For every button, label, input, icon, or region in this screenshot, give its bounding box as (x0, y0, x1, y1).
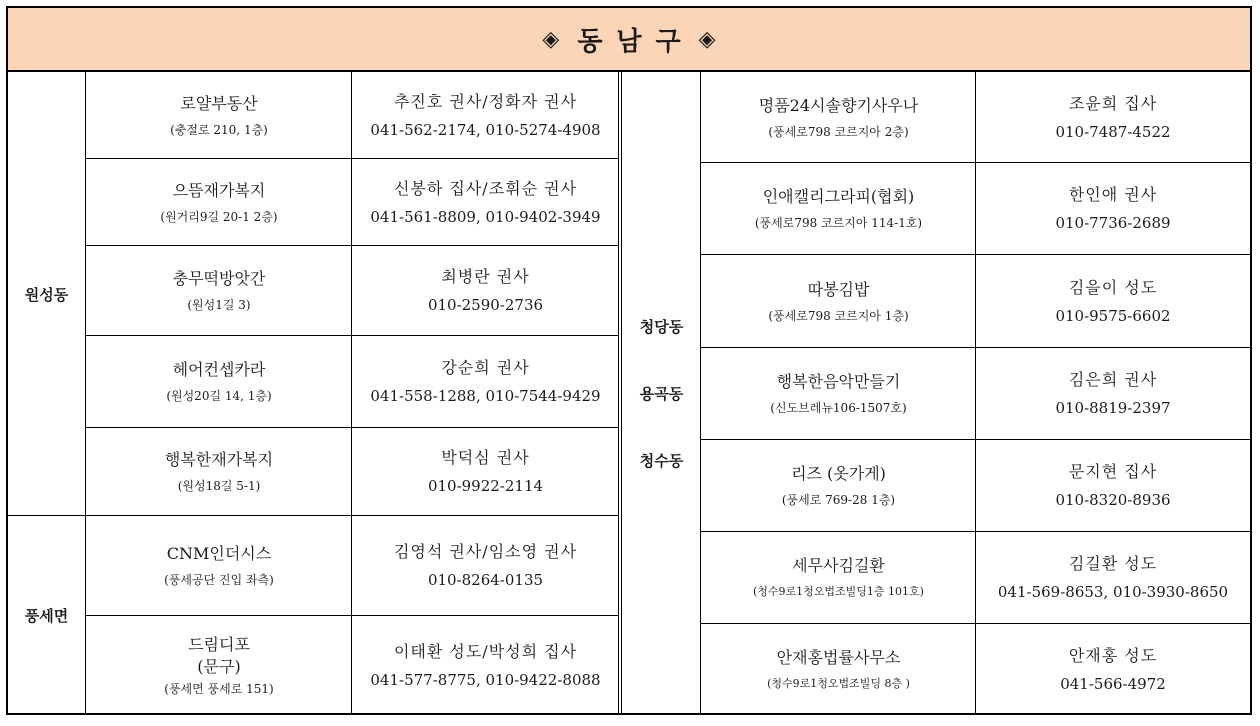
business-name: 세무사김길환 (792, 556, 885, 575)
business-cell (86, 336, 352, 428)
business-name: 행복한음악만들기 (776, 372, 901, 391)
grid-line (975, 72, 976, 715)
grid-line (85, 72, 86, 715)
business-address: (원성20길 14, 1층) (166, 389, 272, 403)
grid-line (8, 515, 619, 516)
business-cell (701, 255, 976, 348)
business-cell (86, 246, 352, 336)
grid-line (701, 347, 1250, 348)
area-name: 풍세면 (24, 607, 69, 625)
business-cell (701, 72, 976, 163)
grid-line (700, 72, 701, 715)
business-address: (풍세로798 코르지아 1층) (768, 308, 909, 323)
contact-name: 김을이 성도 (1068, 277, 1158, 297)
contact-phone: 041-558-1288, 010-7544-9429 (370, 387, 601, 405)
business-address: (풍세로798 코르지아 114-1호) (754, 216, 923, 230)
business-address: (원성1길 3) (187, 298, 251, 312)
area-label (8, 72, 85, 516)
business-cell (86, 159, 352, 246)
grid-line (86, 335, 619, 336)
business-name: 명품24시솔향기사우나 (758, 95, 919, 115)
area-label (8, 516, 85, 715)
contact-phone: 010-7736-2689 (1055, 214, 1171, 232)
business-name: 드림디포 (188, 634, 250, 654)
business-cell (701, 440, 976, 532)
business-name: 리즈 (옷가게) (791, 464, 886, 483)
business-cell (86, 428, 352, 516)
contact-name: 김은희 권사 (1068, 370, 1158, 389)
contact-phone: 041-566-4972 (1060, 674, 1166, 693)
contact-name: 강순희 권사 (441, 358, 530, 377)
business-name: 안재홍법률사무소 (776, 647, 901, 667)
contact-name: 한인애 권사 (1068, 185, 1158, 204)
area-name: 원성동 (24, 285, 69, 304)
area-name: 청수동 (639, 452, 684, 470)
business-address: (신도브레뉴106-1507호) (770, 401, 907, 415)
contact-phone: 010-9575-6602 (1055, 306, 1171, 325)
grid-line (351, 72, 352, 715)
business-cell (86, 616, 352, 715)
business-cell (701, 624, 976, 715)
grid-line (701, 623, 1250, 624)
business-address: (충절로 210, 1층) (170, 122, 268, 137)
contact-cell (976, 255, 1250, 348)
business-name: 행복한재가복지 (164, 450, 274, 469)
contact-cell (976, 440, 1250, 532)
contact-name: 신봉하 집사/조휘순 권사 (393, 178, 578, 198)
contact-cell (976, 72, 1250, 163)
contact-name: 안재홍 성도 (1068, 645, 1158, 665)
grid-line (618, 72, 619, 715)
business-name: 으뜸재가복지 (172, 180, 266, 200)
contact-cell (352, 428, 619, 516)
business-address: (풍세면 풍세로 151) (164, 681, 274, 696)
contact-name: 최병란 권사 (441, 267, 530, 286)
business-address: (원거리9길 20-1 2층) (160, 209, 278, 224)
business-name: 로얄부동산 (180, 93, 258, 113)
contact-phone: 010-2590-2736 (427, 296, 544, 314)
contact-name: 김영석 권사/임소영 권사 (393, 542, 578, 561)
contact-name: 김길환 성도 (1068, 554, 1158, 573)
contact-cell (976, 532, 1250, 624)
contact-cell (352, 336, 619, 428)
contact-phone: 010-9922-2114 (427, 477, 544, 495)
grid-line (701, 162, 1250, 163)
business-cell (701, 163, 976, 255)
grid-line (86, 245, 619, 246)
contact-cell (352, 616, 619, 715)
contact-name: 추진호 권사/정화자 권사 (393, 91, 578, 111)
business-address: (풍세공단 진입 좌측) (164, 573, 274, 587)
contact-phone: 010-8264-0135 (427, 571, 544, 589)
grid-line (86, 427, 619, 428)
directory-table (6, 6, 1252, 715)
district-title: 동남구 (577, 26, 695, 57)
contact-name: 이태환 성도/박성희 집사 (393, 641, 578, 661)
section-title (8, 8, 1250, 72)
contact-cell (976, 163, 1250, 255)
contact-cell (352, 516, 619, 616)
contact-name: 조윤희 집사 (1068, 93, 1158, 113)
diamond-right-icon: ◈ (698, 26, 716, 52)
business-address: (청수9로1청오법조빌딩 8층 ) (767, 676, 910, 690)
grid-line (86, 615, 619, 616)
area-name: 청당동 (639, 318, 684, 336)
business-name: 인애캘리그라피(협회) (762, 187, 915, 206)
contact-cell (352, 72, 619, 159)
business-cell (86, 516, 352, 616)
contact-phone: 041-562-2174, 010-5274-4908 (370, 120, 601, 139)
business-cell (701, 532, 976, 624)
grid-line (701, 254, 1250, 255)
business-address: (청수9로1청오법조빌딩1층 101호) (753, 585, 924, 598)
business-address: (풍세로798 코르지아 2층) (768, 124, 909, 139)
contact-phone: 041-569-8653, 010-3930-8650 (997, 583, 1229, 601)
contact-phone: 010-8819-2397 (1055, 399, 1171, 417)
grid-line (621, 72, 622, 715)
contact-phone: 041-577-8775, 010-9422-8088 (370, 670, 601, 689)
business-name: 충무떡방앗간 (172, 269, 266, 288)
business-address: (원성18길 5-1) (177, 479, 261, 493)
contact-cell (976, 348, 1250, 440)
contact-cell (352, 159, 619, 246)
business-name: 따봉김밥 (807, 279, 870, 299)
contact-phone: 010-7487-4522 (1055, 122, 1171, 141)
contact-phone: 041-561-8809, 010-9402-3949 (370, 207, 601, 226)
contact-phone: 010-8320-8936 (1055, 491, 1171, 509)
area-label (623, 72, 700, 715)
contact-name: 박덕심 권사 (441, 448, 530, 467)
contact-cell (352, 246, 619, 336)
grid-line (701, 439, 1250, 440)
business-category: (문구) (197, 656, 241, 676)
contact-name: 문지현 집사 (1068, 462, 1158, 481)
area-name: 용곡동 (639, 385, 684, 403)
grid-line (701, 531, 1250, 532)
business-address: (풍세로 769-28 1층) (781, 493, 896, 507)
contact-cell (976, 624, 1250, 715)
business-cell (86, 72, 352, 159)
business-name: CNM인더시스 (166, 544, 272, 563)
grid-line (86, 158, 619, 159)
business-name: 헤어컨셉카라 (172, 360, 266, 379)
diamond-left-icon: ◈ (542, 26, 560, 52)
business-cell (701, 348, 976, 440)
